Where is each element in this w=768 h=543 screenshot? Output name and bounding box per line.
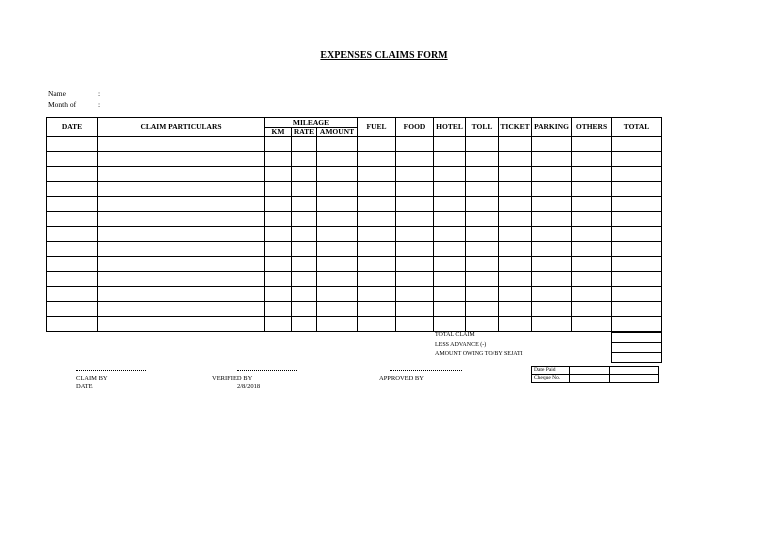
cell-rate[interactable] bbox=[292, 257, 317, 272]
cell-date[interactable] bbox=[47, 167, 98, 182]
table-row bbox=[47, 167, 662, 182]
cell-parking[interactable] bbox=[532, 152, 572, 167]
cell-hotel[interactable] bbox=[434, 317, 466, 332]
cell-amount[interactable] bbox=[317, 182, 358, 197]
cell-toll[interactable] bbox=[466, 212, 499, 227]
cell-ticket[interactable] bbox=[499, 167, 532, 182]
date-paid-cell[interactable] bbox=[570, 367, 610, 375]
cell-total[interactable] bbox=[612, 272, 662, 287]
col-rate: RATE bbox=[292, 128, 317, 137]
cell-amount[interactable] bbox=[317, 287, 358, 302]
cell-km[interactable] bbox=[265, 242, 292, 257]
cell-rate[interactable] bbox=[292, 167, 317, 182]
date-paid-label: Date Paid bbox=[532, 367, 570, 375]
cell-rate[interactable] bbox=[292, 302, 317, 317]
cell-date[interactable] bbox=[47, 152, 98, 167]
cell-amount[interactable] bbox=[317, 137, 358, 152]
cell-toll[interactable] bbox=[466, 317, 499, 332]
verified-date: 2/8/2018 bbox=[237, 383, 261, 390]
cell-date[interactable] bbox=[47, 182, 98, 197]
cell-particulars[interactable] bbox=[98, 317, 265, 332]
cell-hotel[interactable] bbox=[434, 167, 466, 182]
approved-signature-line bbox=[390, 370, 462, 371]
col-toll: TOLL bbox=[466, 118, 499, 137]
cell-amount[interactable] bbox=[317, 302, 358, 317]
cell-amount[interactable] bbox=[317, 242, 358, 257]
cell-date[interactable] bbox=[47, 212, 98, 227]
table-row bbox=[47, 197, 662, 212]
cell-toll[interactable] bbox=[466, 197, 499, 212]
cell-date[interactable] bbox=[47, 287, 98, 302]
cell-fuel[interactable] bbox=[358, 137, 396, 152]
cell-parking[interactable] bbox=[532, 212, 572, 227]
cell-total[interactable] bbox=[612, 182, 662, 197]
cell-fuel[interactable] bbox=[358, 257, 396, 272]
cell-rate[interactable] bbox=[292, 182, 317, 197]
cell-ticket[interactable] bbox=[499, 302, 532, 317]
less-advance-cell[interactable] bbox=[612, 343, 662, 353]
cell-ticket[interactable] bbox=[499, 287, 532, 302]
cell-km[interactable] bbox=[265, 137, 292, 152]
cell-total[interactable] bbox=[612, 242, 662, 257]
cell-ticket[interactable] bbox=[499, 257, 532, 272]
cheque-no-label: Cheque No. bbox=[532, 375, 570, 383]
cell-date[interactable] bbox=[47, 302, 98, 317]
cell-amount[interactable] bbox=[317, 197, 358, 212]
cell-hotel[interactable] bbox=[434, 182, 466, 197]
cell-toll[interactable] bbox=[466, 242, 499, 257]
cell-rate[interactable] bbox=[292, 287, 317, 302]
cell-total[interactable] bbox=[612, 257, 662, 272]
col-food: FOOD bbox=[396, 118, 434, 137]
cell-parking[interactable] bbox=[532, 272, 572, 287]
form-title: EXPENSES CLAIMS FORM bbox=[320, 50, 448, 61]
cell-toll[interactable] bbox=[466, 272, 499, 287]
cell-hotel[interactable] bbox=[434, 257, 466, 272]
cell-ticket[interactable] bbox=[499, 317, 532, 332]
cell-toll[interactable] bbox=[466, 167, 499, 182]
cell-food[interactable] bbox=[396, 137, 434, 152]
cell-fuel[interactable] bbox=[358, 287, 396, 302]
col-others: OTHERS bbox=[572, 118, 612, 137]
cell-ticket[interactable] bbox=[499, 182, 532, 197]
cell-date[interactable] bbox=[47, 197, 98, 212]
cell-amount[interactable] bbox=[317, 212, 358, 227]
cell-particulars[interactable] bbox=[98, 257, 265, 272]
cell-ticket[interactable] bbox=[499, 212, 532, 227]
cell-amount[interactable] bbox=[317, 257, 358, 272]
col-particulars: CLAIM PARTICULARS bbox=[98, 118, 265, 137]
payment-box bbox=[531, 366, 659, 383]
cell-amount[interactable] bbox=[317, 272, 358, 287]
table-row bbox=[47, 152, 662, 167]
cell-date[interactable] bbox=[47, 257, 98, 272]
cell-parking[interactable] bbox=[532, 137, 572, 152]
table-row bbox=[47, 287, 662, 302]
cell-toll[interactable] bbox=[466, 257, 499, 272]
cell-others[interactable] bbox=[572, 302, 612, 317]
cell-rate[interactable] bbox=[292, 227, 317, 242]
cell-parking[interactable] bbox=[532, 242, 572, 257]
cell-total[interactable] bbox=[612, 287, 662, 302]
cell-parking[interactable] bbox=[532, 302, 572, 317]
cell-hotel[interactable] bbox=[434, 197, 466, 212]
col-mileage: MILEAGE bbox=[265, 118, 358, 128]
cell-km[interactable] bbox=[265, 167, 292, 182]
cell-particulars[interactable] bbox=[98, 167, 265, 182]
col-parking: PARKING bbox=[532, 118, 572, 137]
amount-owing-label: AMOUNT OWING TO/BY SEJATI bbox=[435, 351, 523, 357]
cell-parking[interactable] bbox=[532, 317, 572, 332]
cell-particulars[interactable] bbox=[98, 287, 265, 302]
cell-others[interactable] bbox=[572, 197, 612, 212]
cell-food[interactable] bbox=[396, 257, 434, 272]
cell-hotel[interactable] bbox=[434, 287, 466, 302]
cell-hotel[interactable] bbox=[434, 242, 466, 257]
cell-fuel[interactable] bbox=[358, 317, 396, 332]
cell-rate[interactable] bbox=[292, 197, 317, 212]
cell-fuel[interactable] bbox=[358, 152, 396, 167]
less-advance-label: LESS ADVANCE (-) bbox=[435, 342, 487, 348]
table-row bbox=[47, 302, 662, 317]
cell-others[interactable] bbox=[572, 257, 612, 272]
cell-km[interactable] bbox=[265, 227, 292, 242]
claim-by-label: CLAIM BY bbox=[76, 375, 108, 382]
month-colon: : bbox=[98, 100, 101, 109]
cell-date[interactable] bbox=[47, 242, 98, 257]
cell-rate[interactable] bbox=[292, 137, 317, 152]
cell-particulars[interactable] bbox=[98, 137, 265, 152]
cell-km[interactable] bbox=[265, 257, 292, 272]
cell-ticket[interactable] bbox=[499, 197, 532, 212]
cell-hotel[interactable] bbox=[434, 212, 466, 227]
cell-date[interactable] bbox=[47, 317, 98, 332]
cell-km[interactable] bbox=[265, 287, 292, 302]
total-claim-cell[interactable] bbox=[612, 333, 662, 343]
cell-particulars[interactable] bbox=[98, 182, 265, 197]
cell-fuel[interactable] bbox=[358, 272, 396, 287]
cell-total[interactable] bbox=[612, 317, 662, 332]
cell-total[interactable] bbox=[612, 167, 662, 182]
cell-ticket[interactable] bbox=[499, 272, 532, 287]
col-amount: AMOUNT bbox=[317, 128, 358, 137]
cell-others[interactable] bbox=[572, 317, 612, 332]
cell-amount[interactable] bbox=[317, 167, 358, 182]
cell-toll[interactable] bbox=[466, 152, 499, 167]
cell-toll[interactable] bbox=[466, 137, 499, 152]
cell-total[interactable] bbox=[612, 137, 662, 152]
cell-date[interactable] bbox=[47, 272, 98, 287]
cell-parking[interactable] bbox=[532, 167, 572, 182]
claim-signature-line bbox=[76, 370, 146, 371]
cell-km[interactable] bbox=[265, 212, 292, 227]
col-ticket: TICKET bbox=[499, 118, 532, 137]
cell-total[interactable] bbox=[612, 197, 662, 212]
cell-total[interactable] bbox=[612, 152, 662, 167]
cell-rate[interactable] bbox=[292, 212, 317, 227]
cell-food[interactable] bbox=[396, 317, 434, 332]
col-date: DATE bbox=[47, 118, 98, 137]
cell-parking[interactable] bbox=[532, 227, 572, 242]
cell-particulars[interactable] bbox=[98, 197, 265, 212]
table-row bbox=[47, 182, 662, 197]
cell-ticket[interactable] bbox=[499, 137, 532, 152]
table-row bbox=[47, 242, 662, 257]
cell-fuel[interactable] bbox=[358, 242, 396, 257]
cell-others[interactable] bbox=[572, 287, 612, 302]
cell-amount[interactable] bbox=[317, 317, 358, 332]
cell-km[interactable] bbox=[265, 272, 292, 287]
cell-rate[interactable] bbox=[292, 272, 317, 287]
cell-date[interactable] bbox=[47, 227, 98, 242]
cell-toll[interactable] bbox=[466, 302, 499, 317]
cell-total[interactable] bbox=[612, 212, 662, 227]
cell-particulars[interactable] bbox=[98, 212, 265, 227]
cell-hotel[interactable] bbox=[434, 302, 466, 317]
cell-hotel[interactable] bbox=[434, 272, 466, 287]
cheque-no-cell-2[interactable] bbox=[610, 375, 659, 383]
cell-ticket[interactable] bbox=[499, 242, 532, 257]
cell-date[interactable] bbox=[47, 137, 98, 152]
cell-particulars[interactable] bbox=[98, 242, 265, 257]
cell-others[interactable] bbox=[572, 137, 612, 152]
col-fuel: FUEL bbox=[358, 118, 396, 137]
amount-owing-cell[interactable] bbox=[612, 353, 662, 363]
verified-signature-line bbox=[237, 370, 297, 371]
table-row bbox=[47, 227, 662, 242]
date-paid-cell-2[interactable] bbox=[610, 367, 659, 375]
cell-others[interactable] bbox=[572, 242, 612, 257]
cell-km[interactable] bbox=[265, 317, 292, 332]
approved-by-label: APPROVED BY bbox=[379, 375, 424, 382]
cell-km[interactable] bbox=[265, 302, 292, 317]
cell-food[interactable] bbox=[396, 287, 434, 302]
cell-parking[interactable] bbox=[532, 257, 572, 272]
cell-food[interactable] bbox=[396, 242, 434, 257]
cell-food[interactable] bbox=[396, 212, 434, 227]
expense-table bbox=[46, 117, 662, 332]
cell-hotel[interactable] bbox=[434, 227, 466, 242]
cell-parking[interactable] bbox=[532, 182, 572, 197]
cell-ticket[interactable] bbox=[499, 227, 532, 242]
cell-fuel[interactable] bbox=[358, 302, 396, 317]
cell-particulars[interactable] bbox=[98, 302, 265, 317]
cell-others[interactable] bbox=[572, 167, 612, 182]
summary-boxes bbox=[611, 332, 662, 363]
cell-fuel[interactable] bbox=[358, 212, 396, 227]
cell-hotel[interactable] bbox=[434, 137, 466, 152]
cell-total[interactable] bbox=[612, 227, 662, 242]
table-row bbox=[47, 257, 662, 272]
cell-particulars[interactable] bbox=[98, 272, 265, 287]
table-row bbox=[47, 272, 662, 287]
date-label: DATE bbox=[76, 383, 93, 390]
cell-km[interactable] bbox=[265, 152, 292, 167]
cell-fuel[interactable] bbox=[358, 197, 396, 212]
cell-others[interactable] bbox=[572, 272, 612, 287]
name-colon: : bbox=[98, 89, 101, 98]
cell-rate[interactable] bbox=[292, 152, 317, 167]
cheque-no-cell[interactable] bbox=[570, 375, 610, 383]
cell-toll[interactable] bbox=[466, 287, 499, 302]
cell-toll[interactable] bbox=[466, 182, 499, 197]
cell-fuel[interactable] bbox=[358, 182, 396, 197]
cell-food[interactable] bbox=[396, 302, 434, 317]
cell-particulars[interactable] bbox=[98, 227, 265, 242]
cell-fuel[interactable] bbox=[358, 167, 396, 182]
cell-particulars[interactable] bbox=[98, 152, 265, 167]
cell-others[interactable] bbox=[572, 182, 612, 197]
cell-others[interactable] bbox=[572, 227, 612, 242]
cell-others[interactable] bbox=[572, 212, 612, 227]
cell-others[interactable] bbox=[572, 152, 612, 167]
table-row bbox=[47, 212, 662, 227]
month-label: Month of bbox=[48, 100, 77, 109]
col-hotel: HOTEL bbox=[434, 118, 466, 137]
cell-food[interactable] bbox=[396, 182, 434, 197]
cell-ticket[interactable] bbox=[499, 152, 532, 167]
cell-km[interactable] bbox=[265, 182, 292, 197]
cell-toll[interactable] bbox=[466, 227, 499, 242]
col-total: TOTAL bbox=[612, 118, 662, 137]
cell-food[interactable] bbox=[396, 167, 434, 182]
cell-hotel[interactable] bbox=[434, 152, 466, 167]
cell-parking[interactable] bbox=[532, 287, 572, 302]
cell-fuel[interactable] bbox=[358, 227, 396, 242]
cell-rate[interactable] bbox=[292, 242, 317, 257]
cell-rate[interactable] bbox=[292, 317, 317, 332]
cell-food[interactable] bbox=[396, 227, 434, 242]
cell-food[interactable] bbox=[396, 152, 434, 167]
cell-food[interactable] bbox=[396, 197, 434, 212]
table-row bbox=[47, 317, 662, 332]
total-claim-label: TOTAL CLAIM bbox=[435, 332, 475, 338]
table-row bbox=[47, 137, 662, 152]
cell-amount[interactable] bbox=[317, 152, 358, 167]
cell-amount[interactable] bbox=[317, 227, 358, 242]
cell-total[interactable] bbox=[612, 302, 662, 317]
cell-food[interactable] bbox=[396, 272, 434, 287]
col-km: KM bbox=[265, 128, 292, 137]
verified-by-label: VERIFIED BY bbox=[212, 375, 253, 382]
cell-km[interactable] bbox=[265, 197, 292, 212]
cell-parking[interactable] bbox=[532, 197, 572, 212]
name-label: Name bbox=[48, 89, 66, 98]
